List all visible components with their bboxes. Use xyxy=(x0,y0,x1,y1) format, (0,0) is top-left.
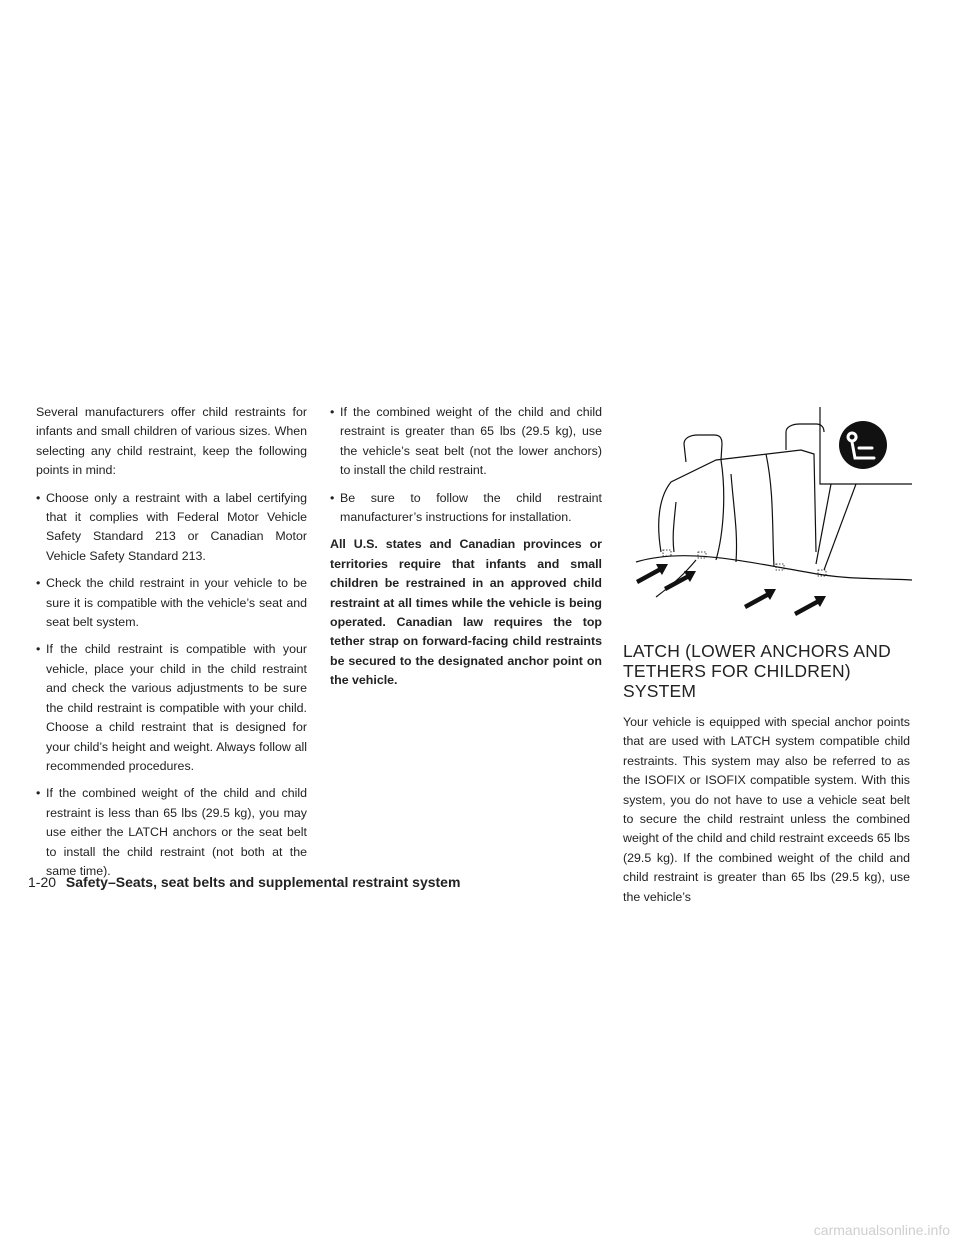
section-title: Safety–Seats, seat belts and supplemental restraint system xyxy=(65,874,461,890)
page-number: 1-20 xyxy=(28,874,57,890)
body-paragraph: Your vehicle is equipped with special anchor points that are used with LATCH system compatible child restraints. This system may also be referred to as the ISOFIX or ISOFIX compatible system. With this system, you do not have to use a vehicle seat belt to secure the child restraint unless the combined weight of the child and child restraint exceeds 65 lbs (29.5 kg). If the combined weight of the child and child restraint is greater than 65 lbs (29.5 kg), use the vehicle’s xyxy=(623,715,910,904)
section-heading: LATCH (LOWER ANCHORS AND TETHERS FOR CHILDREN) SYSTEM xyxy=(623,641,891,701)
middle-column xyxy=(330,403,602,699)
latch-anchor-illustration xyxy=(626,402,912,624)
bullet-list xyxy=(330,403,602,527)
bullet-list xyxy=(36,489,307,882)
left-column xyxy=(36,403,307,889)
list-item: • Check the child restraint in your vehicle to be sure it is compatible with the vehicle’s seat and seat belt system. xyxy=(36,574,307,632)
intro-paragraph: Several manufacturers offer child restraints for infants and small children of various sizes. When selecting any child restraint, keep the following points in mind: xyxy=(36,405,307,478)
list-item: • Be sure to follow the child restraint manufacturer’s instructions for installation. xyxy=(330,489,602,528)
warning-paragraph: All U.S. states and Canadian provinces or territories require that infants and small children be restrained in an approved child restraint at all times while the vehicle is being operated. Canadian law requires the top tether strap on forward-facing child restraints be secured to the designated anchor point on the vehicle. xyxy=(330,537,602,688)
list-item: • If the combined weight of the child and child restraint is greater than 65 lbs (29.5 kg), use the vehicle’s seat belt (not the lower anchors) to install the child restraint. xyxy=(330,403,602,481)
list-item: • Choose only a restraint with a label certifying that it complies with Federal Motor Vehicle Safety Standard 213 or Canadian Motor Vehicle Safety Standard 213. xyxy=(36,489,307,567)
watermark: carmanualsonline.info xyxy=(813,1222,950,1238)
page-footer xyxy=(28,874,460,890)
list-item: • If the child restraint is compatible with your vehicle, place your child in the child restraint and check the various adjustments to be sure the child restraint is compatible with your child. Choose a child restraint that is designed for your child’s height and weight. Always follow all recommended procedures. xyxy=(36,640,307,776)
list-item: • If the combined weight of the child and child restraint is less than 65 lbs (29.5 kg), you may use either the LATCH anchors or the seat belt to install the child restraint (not both at the same time). xyxy=(36,784,307,881)
right-column xyxy=(623,641,910,915)
